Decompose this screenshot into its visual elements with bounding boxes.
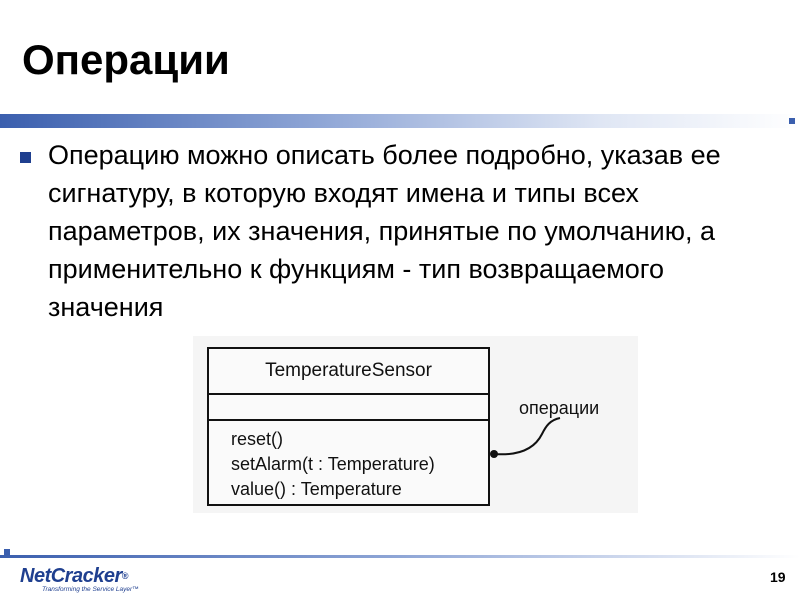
uml-operation: reset() <box>231 429 284 449</box>
uml-operation: setAlarm(t : Temperature) <box>231 454 435 474</box>
bullet-marker <box>20 152 31 163</box>
page-number: 19 <box>770 569 786 585</box>
uml-attributes-section <box>209 395 488 421</box>
slide-title: Операции <box>22 36 230 83</box>
annotation-label: операции <box>519 398 600 418</box>
uml-class-name: TemperatureSensor <box>209 349 488 395</box>
uml-operations-section <box>209 421 488 502</box>
decor-dot-top <box>789 118 795 124</box>
logo-text: NetCracker <box>20 565 122 587</box>
connector-line <box>494 418 560 454</box>
netcracker-logo <box>20 566 139 594</box>
bullet-text: Операцию можно описать более подробно, указав ее сигнатуру, в которую входят имена и типы всех параметров, их значения, принятые по умолчанию, а применительно к функциям - тип возвращаемого значения <box>48 140 721 322</box>
title-divider <box>0 114 800 128</box>
footer-divider <box>0 555 800 558</box>
uml-class-box <box>207 347 490 506</box>
logo-tagline: Transforming the Service Layer™ <box>42 586 139 593</box>
uml-operation: value() : Temperature <box>231 479 402 499</box>
logo-registered-mark: ® <box>121 571 128 581</box>
